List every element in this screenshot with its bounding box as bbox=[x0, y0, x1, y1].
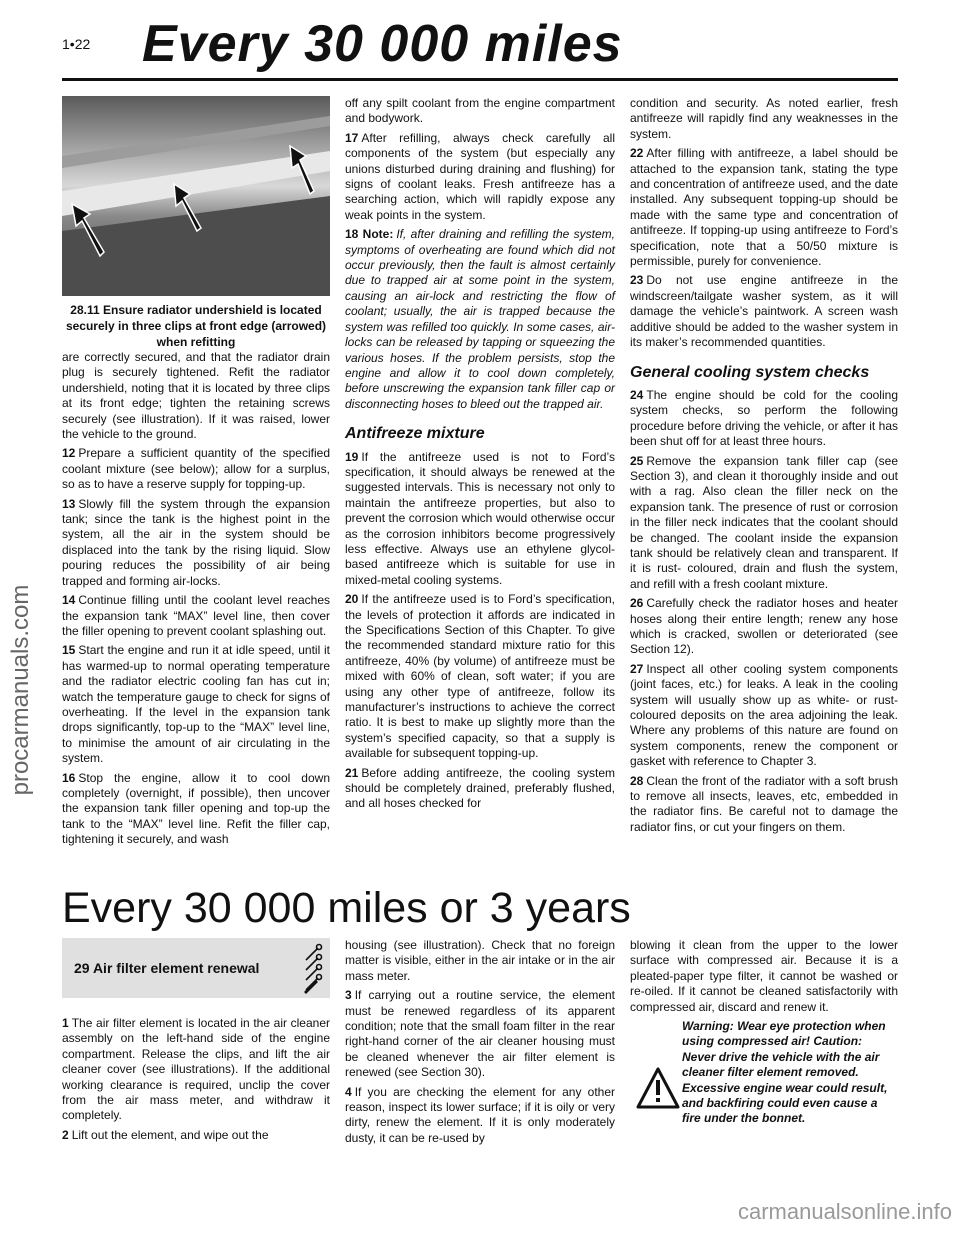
para-text: The engine should be cold for the cooling system checks, so perform the following procedure before driving the vehicle, or after it has been shut off for at least three hours. bbox=[630, 387, 898, 449]
para-number: 19 bbox=[345, 449, 359, 464]
paragraph-21 bbox=[345, 766, 615, 812]
paragraph-12 bbox=[62, 446, 330, 492]
para-text: Lift out the element, and wipe out the bbox=[71, 1127, 269, 1142]
para-text: Start the engine and run it at idle speed, until it has warmed-up to normal operating temperature and the radiator electric cooling fan has cut in; watch the temperature gauge to check for signs of overheating. If the level in the expansion tank drops significantly, top-up to the “MAX” level line, to minimise the amount of air circulating in the system. bbox=[62, 643, 330, 766]
paragraph-continued: housing (see illustration). Check that no foreign matter is visible, either in the air intake or in the air mass meter. bbox=[345, 938, 615, 983]
para-number: 14 bbox=[62, 593, 76, 608]
para-text: Slowly fill the system through the expansion tank; since the tank is the highest point in the system, all the air in the system should be displaced into the tank by the rising liquid. Slow pouring reduces the possibility of air being trapped and forming air-locks. bbox=[62, 496, 330, 588]
figure-caption: 28.11 Ensure radiator undershield is located securely in three clips at front edge (arrowed) when refitting bbox=[65, 303, 327, 349]
para-number: 21 bbox=[345, 765, 359, 780]
paragraph-26 bbox=[630, 596, 898, 658]
para-number: 27 bbox=[630, 661, 644, 676]
para-text: Clean the front of the radiator with a soft brush to remove all insects, leaves, etc, embedded in the radiator fins. Be careful not to damage the radiator fins, or cut your fingers on them. bbox=[630, 773, 898, 834]
para-number: 2 bbox=[62, 1127, 69, 1142]
para-number: 13 bbox=[62, 496, 76, 511]
para-number: 28 bbox=[630, 773, 644, 788]
paragraph-1 bbox=[62, 1016, 330, 1124]
radiator-undershield-photo bbox=[62, 96, 330, 296]
para-number: 1 bbox=[62, 1016, 69, 1030]
para-number: 17 bbox=[345, 130, 359, 145]
para-text: Before adding antifreeze, the cooling system should be completely drained, preferably flushed, and all hoses checked for bbox=[345, 765, 615, 811]
subsection-heading-box bbox=[62, 938, 330, 998]
column-3 bbox=[630, 96, 898, 839]
para-text: If the antifreeze used is to Ford’s specification, the levels of protection it affords are indicated in the Specifications Section of this Chapter. To give the recommended standard mixture ratio for this antifreeze, 40% (by volume) of antifreeze must be mixed with 60% of clean, soft water; if you are using any other type of antifreeze, follow its manufacturer’s instructions to achieve the correct ratio. It is best to make up slightly more than the system’s specified capacity, so that a supply is available for subsequent topping-up. bbox=[345, 592, 615, 761]
paragraph-19 bbox=[345, 450, 615, 589]
paragraph-continued: off any spilt coolant from the engine compartment and bodywork. bbox=[345, 96, 615, 126]
para-number: 20 bbox=[345, 592, 359, 607]
paragraph-intro: are correctly secured, and that the radiator drain plug is securely tightened. Refit the radiator undershield, noting that it is located by three clips at its front edge; tighten the retaining screws securely (see illustration). If it was raised, lower the vehicle to the ground. bbox=[62, 350, 330, 442]
para-text: If you are checking the element for any other reason, inspect its lower surface; if it is oily or very dirty, renew the element. If it is only moderately dusty, it can be re-used by bbox=[345, 1084, 615, 1145]
para-text: If the antifreeze used is not to Ford’s specification, it should always be renewed at the suggested intervals. This is necessary not only to maintain the antifreeze properties, but also to prevent the corrosion which would otherwise occur as the corrosion inhibitors become progressively less effective. Always use an ethylene glycol-based antifreeze which is suitable for use in mixed-metal cooling systems. bbox=[345, 449, 615, 587]
paragraph-23 bbox=[630, 273, 898, 350]
note-text: If, after draining and refilling the system, symptoms of overheating are found which did not occur previously, then the fault is almost certainly due to trapped air at some point in the system, causing an air-lock and restricting the flow of coolant; usually, the air is trapped because the system was refilled too quickly. In some cases, air-locks can be released by tapping or squeezing the various hoses. If the problem persists, stop the engine and allow it to cool down completely, before unscrewing the expansion tank filler cap or disconnecting hoses to bleed out the trapped air. bbox=[345, 227, 615, 411]
warning-triangle-icon bbox=[636, 1067, 680, 1109]
section2-column-1 bbox=[62, 1016, 330, 1147]
paragraph-27 bbox=[630, 662, 898, 770]
paragraph-3 bbox=[345, 988, 615, 1080]
paragraph-4 bbox=[345, 1085, 615, 1147]
paragraph-2 bbox=[62, 1128, 330, 1143]
paragraph-continued: blowing it clean from the upper to the lower surface with compressed air. Because it is a pleated-paper type filter, it cannot be washed or re-oiled. If it cannot be cleaned satisfactorily with compressed air, discard and renew it. bbox=[630, 938, 898, 1014]
para-text: Prepare a sufficient quantity of the specified coolant mixture (see below); allow for a surplus, so as to have a reserve supply for topping-up. bbox=[62, 446, 330, 492]
subsection-heading: 29 Air filter element renewal bbox=[74, 960, 260, 976]
para-number: 23 bbox=[630, 273, 644, 288]
section-title: Every 30 000 miles or 3 years bbox=[62, 884, 631, 932]
para-text: Stop the engine, allow it to cool down completely (overnight, if possible), then uncover the expansion tank filler opening and top-up the tank to the “MAX” level line. Refit the filler cap, tightening it securely, and wash bbox=[62, 770, 330, 847]
para-text: The air filter element is located in the air cleaner assembly on the left-hand side of the engine compartment. Release the clips, and lift the air cleaner cover (see illustrations). If the additional working clearance is required, unclip the cover from the air mass meter, and withdraw it completely. bbox=[62, 1016, 330, 1123]
paragraph-17 bbox=[345, 131, 615, 223]
heading-general-cooling-checks: General cooling system checks bbox=[630, 363, 870, 381]
para-number: 24 bbox=[630, 387, 644, 402]
para-number: 16 bbox=[62, 770, 76, 785]
para-text: Do not use engine antifreeze in the windscreen/tailgate washer system, as it will damage the vehicle’s paintwork. A screen wash additive should be added to the washer system in its maker’s recommended quantities. bbox=[630, 273, 898, 350]
para-number: 26 bbox=[630, 596, 644, 611]
paragraph-continued: condition and security. As noted earlier, fresh antifreeze will rapidly find any weaknesses in the system. bbox=[630, 96, 898, 141]
paragraph-15 bbox=[62, 643, 330, 766]
difficulty-spanner-icon bbox=[302, 942, 324, 994]
paragraph-16 bbox=[62, 771, 330, 848]
para-text: Remove the expansion tank filler cap (see Section 3), and clean it thoroughly inside and out with a rag. Also clean the filler neck on the expansion tank. The presence of rust or corrosion in the filler neck indicates that the coolant should be changed. The coolant inside the expansion tank should be relatively clean and transparent. If it is rust- coloured, drain and flush the system, and refill with a fresh coolant mixture. bbox=[630, 453, 898, 591]
para-text: Carefully check the radiator hoses and heater hoses along their entire length; renew any hose which is cracked, swollen or deteriorated (see Section 12). bbox=[630, 596, 898, 657]
para-text: Continue filling until the coolant level reaches the expansion tank “MAX” level line, then cover the filler opening to prevent coolant splashing out. bbox=[62, 593, 330, 638]
paragraph-13 bbox=[62, 497, 330, 589]
paragraph-14 bbox=[62, 593, 330, 639]
para-number: 12 bbox=[62, 446, 76, 461]
paragraph-20 bbox=[345, 592, 615, 761]
page-title: Every 30 000 miles bbox=[142, 15, 623, 73]
paragraph-25 bbox=[630, 454, 898, 593]
footer-watermark: carmanualsonline.info bbox=[737, 1199, 952, 1224]
column-2 bbox=[345, 96, 615, 816]
para-number: 22 bbox=[630, 146, 644, 161]
para-text: After refilling, always check carefully all components of the system (but especially any unions disturbed during draining and flushing) for signs of coolant leaks. Fresh antifreeze has a searching action, which will rapidly expose any weak points in the system. bbox=[345, 130, 615, 222]
paragraph-28 bbox=[630, 774, 898, 836]
para-text: Inspect all other cooling system components (joint faces, etc.) for leaks. A leak in the cooling system will usually show up as white- or rust-coloured deposits on the area adjoining the leak. Where any problems of this nature are found on system components, renew the component or gasket with reference to Chapter 3. bbox=[630, 661, 898, 769]
side-watermark: procarmanuals.com bbox=[7, 584, 34, 796]
para-number: 4 bbox=[345, 1084, 352, 1099]
paragraph-18 bbox=[345, 227, 615, 412]
para-number: 3 bbox=[345, 988, 352, 1003]
column-1 bbox=[62, 350, 330, 852]
para-text: If carrying out a routine service, the element must be renewed regardless of its apparent condition; note that the small foam filter in the rear right-hand corner of the air cleaner housing must be cleaned whenever the air filter element is renewed (see Section 30). bbox=[345, 988, 615, 1080]
heading-antifreeze-mixture: Antifreeze mixture bbox=[345, 425, 485, 443]
para-number: 15 bbox=[62, 643, 76, 658]
para-number: 18 Note: bbox=[345, 227, 394, 242]
para-text: After filling with antifreeze, a label should be attached to the expansion tank, stating the type and concentration of antifreeze used, and the date installed. Any subsequent topping-up should be made with the same type and concentration of antifreeze. If topping-up using antifreeze to Ford’s specification, note that a 50/50 mixture is permissible, purely for convenience. bbox=[630, 146, 898, 269]
header-rule bbox=[62, 78, 898, 81]
paragraph-22 bbox=[630, 146, 898, 269]
section2-column-2 bbox=[345, 938, 615, 1150]
paragraph-24 bbox=[630, 388, 898, 450]
page-number: 1•22 bbox=[62, 36, 91, 52]
warning-text: Warning: Wear eye protection when using compressed air! Caution: Never drive the vehicle with the air cleaner filter element removed. Excessive engine wear could result, and backfiring could even cause a fire under the bonnet. bbox=[682, 1019, 888, 1126]
para-number: 25 bbox=[630, 453, 644, 468]
